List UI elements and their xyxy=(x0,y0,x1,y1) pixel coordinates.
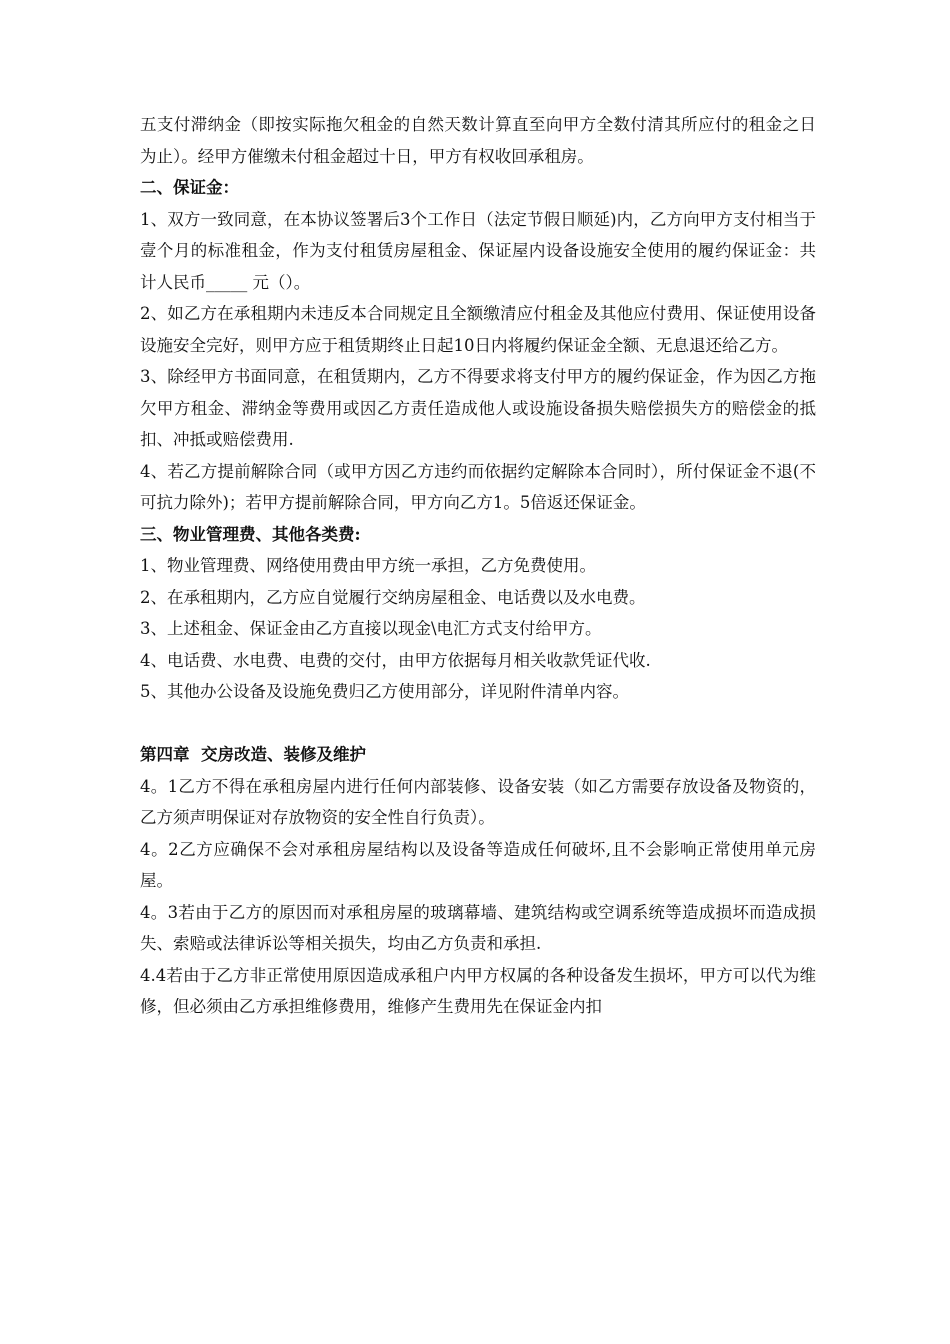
paragraph-deposit-2: 2、如乙方在承租期内未违反本合同规定且全额缴清应付租金及其他应付费用、保证使用设备设施安全完好，则甲方应于租赁期终止日起10日内将履约保证金全额、无息退还给乙方。 xyxy=(140,304,816,355)
heading-fees: 三、物业管理费、其他各类费: xyxy=(140,524,361,544)
paragraph-deposit-4: 4、若乙方提前解除合同（或甲方因乙方违约而依据约定解除本合同时），所付保证金不退(不可抗力除外)；若甲方提前解除合同，甲方向乙方1。5倍返还保证金。 xyxy=(140,461,816,512)
paragraph-4-4: 4.4若由于乙方非正常使用原因造成承租户内甲方权属的各种设备发生损坏，甲方可以代为维修，但必须由乙方承担维修费用，维修产生费用先在保证金内扣 xyxy=(140,965,816,1016)
blank-line xyxy=(140,708,816,740)
paragraph-4-2: 4。2乙方应确保不会对承租房屋结构以及设备等造成任何破坏,且不会影响正常使用单元房屋。 xyxy=(140,839,816,890)
document-page xyxy=(140,109,816,1023)
paragraph-fees-4: 4、电话费、水电费、电费的交付，由甲方依据每月相关收款凭证代收. xyxy=(140,650,651,670)
paragraph-deposit-1: 1、双方一致同意，在本协议签署后3个工作日（法定节假日顺延)内，乙方向甲方支付相当于壹个月的标准租金，作为支付租赁房屋租金、保证屋内设备设施安全使用的履约保证金：共计人民币_____ 元（）。 xyxy=(140,209,816,292)
paragraph-fees-3: 3、上述租金、保证金由乙方直接以现金\电汇方式支付给甲方。 xyxy=(140,619,602,638)
paragraph-fees-1: 1、物业管理费、网络使用费由甲方统一承担，乙方免费使用。 xyxy=(140,556,596,575)
paragraph-late-fee: 五支付滞纳金（即按实际拖欠租金的自然天数计算直至向甲方全数付清其所应付的租金之日为止）。经甲方催缴未付租金超过十日，甲方有权收回承租房。 xyxy=(140,115,816,166)
paragraph-fees-5: 5、其他办公设备及设施免费归乙方使用部分，详见附件清单内容。 xyxy=(140,682,629,701)
paragraph-fees-2: 2、在承租期内，乙方应自觉履行交纳房屋租金、电话费以及水电费。 xyxy=(140,587,646,607)
paragraph-4-1: 4。1乙方不得在承租房屋内进行任何内部装修、设备安装（如乙方需要存放设备及物资的，乙方须声明保证对存放物资的安全性自行负责）。 xyxy=(140,776,816,827)
heading-chapter-4: 第四章 交房改造、装修及维护 xyxy=(140,745,366,764)
heading-deposit: 二、保证金： xyxy=(140,178,239,197)
paragraph-deposit-3: 3、除经甲方书面同意，在租赁期内，乙方不得要求将支付甲方的履约保证金，作为因乙方拖欠甲方租金、滞纳金等费用或因乙方责任造成他人或设施设备损失赔偿损失方的赔偿金的抵扣、冲抵或赔偿费用. xyxy=(140,367,816,449)
paragraph-4-3: 4。3若由于乙方的原因而对承租房屋的玻璃幕墙、建筑结构或空调系统等造成损坏而造成损失、索赔或法律诉讼等相关损失，均由乙方负责和承担. xyxy=(140,902,816,953)
